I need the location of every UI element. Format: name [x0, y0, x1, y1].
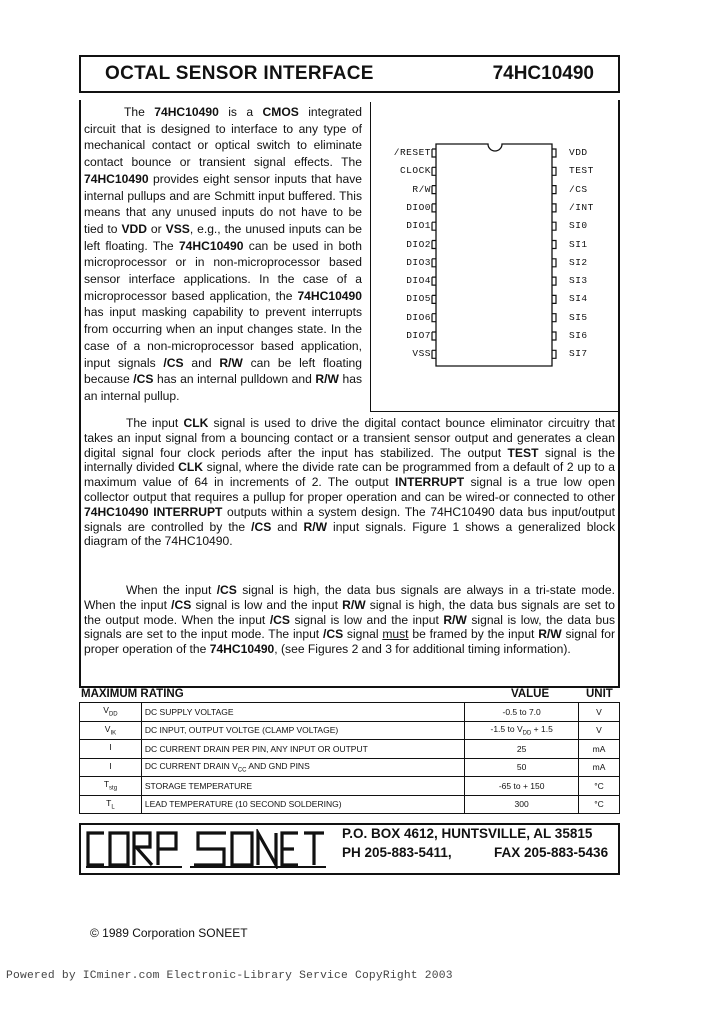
- unit-cell: V: [579, 703, 620, 722]
- table-row: [80, 758, 620, 777]
- pin-label-right: SI6: [569, 330, 588, 341]
- intro-paragraph: The 74HC10490 is a CMOS integrated circuit that is designed to interface to any type of mechanical contact or optical switch to eliminate contact bounce or transient signal effects. The 74HC10490 provides eight sensor inputs that have internal pullups and are Schmitt input buffered. This means that any unused inputs do not have to be tied to VDD or VSS, e.g., the unused inputs can be left floating. The 74HC10490 can be used in both microprocessor or in non-microprocessor based sensor interface applications. In the case of a microprocessor based application, the 74HC10490 has input masking capability to prevent interrupts from occurring when an input changes state. In the case of a non-microprocessor based application, input signals /CS and R/W can be left floating because /CS has an internal pulldown and R/W has an internal pullup.: [84, 105, 363, 403]
- unit-cell: °C: [579, 777, 620, 796]
- value-cell: -65 to + 150: [465, 777, 579, 796]
- title-box: [79, 55, 620, 93]
- phone: PH 205-883-5411,: [342, 845, 452, 860]
- pin-label-right: SI0: [569, 220, 588, 232]
- value-cell: 50: [465, 758, 579, 777]
- pin-label-right: VDD: [569, 147, 588, 158]
- pin-label-left: DIO6: [406, 311, 431, 323]
- value-column-header: VALUE: [511, 688, 550, 700]
- pin-label-left: CLOCK: [399, 165, 431, 177]
- unit-cell: V: [579, 721, 620, 740]
- copyright: © 1989 Corporation SONEET: [90, 926, 248, 940]
- pin-label-right: SI7: [569, 348, 588, 360]
- pin-label-right: SI1: [569, 238, 588, 250]
- part-number: 74HC10490: [492, 63, 594, 84]
- value-cell: -0.5 to 7.0: [465, 703, 579, 722]
- value-cell: -1.5 to $V_{DD} + 1.5$: [465, 721, 579, 740]
- table-row: [80, 703, 620, 722]
- table-row: [80, 721, 620, 740]
- description-cell: LEAD TEMPERATURE (10 SECOND SOLDERING): [141, 795, 464, 814]
- symbol-cell: $V_{IK}$: [80, 721, 142, 740]
- pin-label-left: DIO1: [406, 220, 431, 232]
- symbol-cell: $V_{DD}$: [80, 703, 142, 722]
- clk-description-paragraph: The input CLK signal is used to drive the digital contact bounce eliminator circuitry that takes an input signal from a bouncing contact or a transient sensor output and generates a clean digital signal four clock periods after the input has stabilized. The output TEST signal is the internally divided CLK signal, where the divide rate can be programmed from a default of 2 up to a maximum value of 64 in increments of 2. The output INTERRUPT signal is a true low open collector output that requires a pullup for proper operation and can be wired-or connected to other 74HC10490 INTERRUPT outputs within a system design. The 74HC10490 data bus input/output signals are controlled by the /CS and R/W input signals. Figure 1 shows a generalized block diagram of the 74HC10490.: [84, 416, 615, 549]
- pin-label-left: DIO3: [406, 256, 431, 268]
- pin-label-left: DIO7: [406, 330, 431, 341]
- pin-label-right: SI5: [569, 311, 588, 323]
- pin-label-right: SI4: [569, 293, 588, 305]
- table-row: [80, 777, 620, 796]
- table-row: [80, 795, 620, 814]
- pin-label-right: SI2: [569, 256, 588, 268]
- description-cell: DC INPUT, OUTPUT VOLTGE (CLAMP VOLTAGE): [141, 721, 464, 740]
- rating-table: [79, 702, 620, 814]
- pin-label-left: VSS: [412, 348, 431, 360]
- description-cell: DC SUPPLY VOLTAGE: [141, 703, 464, 722]
- address: P.O. BOX 4612, HUNTSVILLE, AL 35815: [342, 826, 593, 841]
- pin-label-right: /INT: [569, 201, 594, 213]
- symbol-cell: I: [80, 740, 142, 759]
- description-cell: DC CURRENT DRAIN $V_{CC}$ AND GND PINS: [141, 758, 464, 777]
- symbol-cell: I: [80, 758, 142, 777]
- pin-label-right: /CS: [569, 183, 588, 195]
- description-cell: DC CURRENT DRAIN PER PIN, ANY INPUT OR OUTPUT: [141, 740, 464, 759]
- pin-label-left: DIO5: [406, 293, 431, 305]
- symbol-cell: $T_L$: [80, 795, 142, 814]
- symbol-cell: $T_{stg}$: [80, 777, 142, 796]
- fax: FAX 205-883-5436: [494, 845, 609, 860]
- unit-cell: mA: [579, 758, 620, 777]
- pin-label-left: /RESET: [393, 147, 431, 158]
- pin-label-left: DIO4: [406, 275, 431, 287]
- pin-label-left: DIO0: [406, 201, 431, 213]
- pin-label-left: DIO2: [406, 238, 431, 250]
- rating-header: [79, 688, 620, 702]
- pin-label-right: SI3: [569, 275, 588, 287]
- pin-label-left: R/W: [412, 183, 431, 195]
- description-cell: STORAGE TEMPERATURE: [141, 777, 464, 796]
- rating-heading: MAXIMUM RATING: [81, 688, 184, 700]
- pin-label-right: TEST: [569, 165, 594, 177]
- document-title: OCTAL SENSOR INTERFACE: [105, 63, 374, 84]
- value-cell: 300: [465, 795, 579, 814]
- unit-cell: °C: [579, 795, 620, 814]
- watermark-text: Powered by ICminer.com Electronic-Library Service CopyRight 2003: [6, 970, 453, 982]
- corp-soneet-logo: [86, 829, 326, 869]
- unit-cell: mA: [579, 740, 620, 759]
- value-cell: 25: [465, 740, 579, 759]
- bus-mode-paragraph: When the input /CS signal is high, the data bus signals are always in a tri-state mode. When the input /CS signal is low and the input R/W signal is high, the data bus signals are set to the output mode. When the input /CS signal is low and the input R/W signal is low, the data bus signals are set to the input mode. The input /CS signal must be framed by the input R/W signal for proper operation of the 74HC10490, (see Figures 2 and 3 for additional timing information).: [84, 583, 616, 657]
- table-row: [80, 740, 620, 759]
- unit-column-header: UNIT: [586, 688, 613, 700]
